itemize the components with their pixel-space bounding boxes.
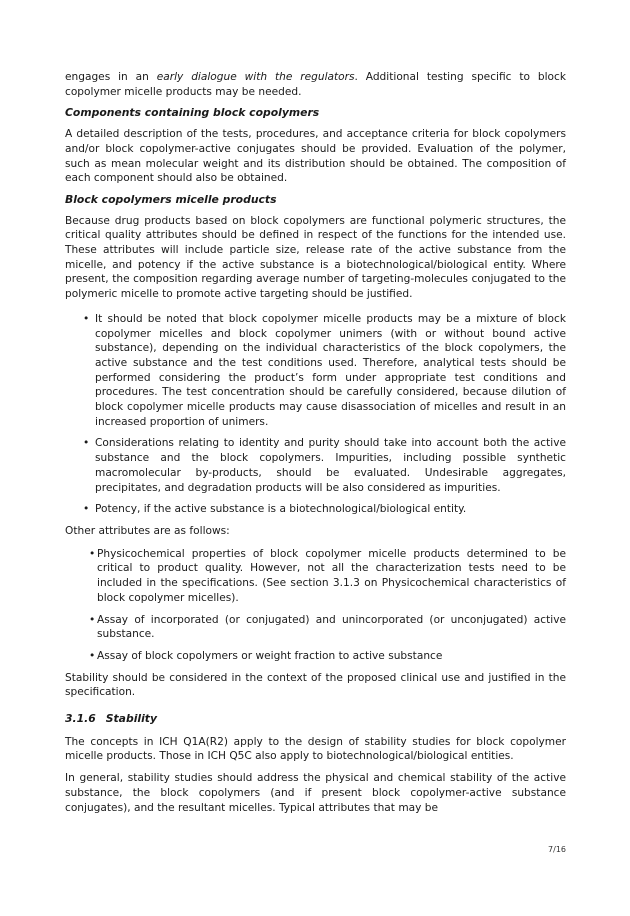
intro-emphasis: early dialogue with the regulators [156,71,355,83]
document-page [65,70,566,815]
other-attribute-bullet-list [89,547,566,664]
attribute-bullet-list [83,312,566,517]
list-item: • Considerations relating to identity and purity should take into account both the active substance and the block copolymers. Impurities, including possible synthetic macromolecular by-products, should be evaluated. Undesirable aggregates, precipitates, and degradation products will be also considered as impurities. [83,436,566,495]
stability-note: Stability should be considered in the context of the proposed clinical use and justified in the specification. [65,671,566,699]
micelle-products-paragraph: Because drug products based on block copolymers are functional polymeric structures, the critical quality attributes should be defined in respect of the functions for the intended use. These attributes will include particle size, release rate of the active substance from the micelle, and potency if the active substance is a biotechnological/biological entity. Where present, the composition regarding average number of targeting-molecules conjugated to the polymeric micelle to promote active targeting should be justified. [65,214,566,301]
list-item: • Assay of block copolymers or weight fraction to active substance [89,649,566,664]
other-attributes-intro: Other attributes are as follows: [65,524,230,537]
intro-text-2: . Additional testing specific to block copolymer micelle products may be needed. [65,71,566,98]
intro-text-1: engages in an [65,71,157,83]
section-title: Stability [105,712,158,726]
components-paragraph: A detailed description of the tests, procedures, and acceptance criteria for block copolymers and/or block copolymer-active conjugates should be provided. Evaluation of the polymer, such as mean molecular weight and its distribution should be obtained. The composition of each component should also be obtained. [65,128,566,185]
micelle-products-heading: Block copolymers micelle products [65,192,277,206]
components-heading: Components containing block copolymers [65,106,320,120]
list-item: • Potency, if the active substance is a biotechnological/biological entity. [83,502,566,517]
stability-section-heading [65,712,566,727]
page-number: 7/16 [548,845,566,854]
section-number: 3.1.6 [65,712,96,726]
list-item: • Assay of incorporated (or conjugated) and unincorporated (or unconjugated) active substance. [89,613,566,642]
list-item: • It should be noted that block copolymer micelle products may be a mixture of block copolymer micelles and block copolymer unimers (with or without bound active substance), depending on the individual characteristics of the block copolymers, the active substance and the test conditions used. Therefore, analytical tests should be performed considering the product’s form under appropriate test conditions and procedures. The test concentration should be carefully considered, because dilution of block copolymer micelle products may cause disassociation of micelles and result in an increased proportion of unimers. [83,312,566,430]
intro-paragraph [65,70,566,99]
list-item: • Physicochemical properties of block copolymer micelle products determined to be critical to product quality. However, not all the characterization tests need to be included in the specifications. (See section 3.1.3 on Physicochemical characteristics of block copolymer micelles). [89,547,566,606]
stability-paragraph-2: In general, stability studies should address the physical and chemical stability of the active substance, the block copolymers (and if present block copolymer-active substance conjugates), and the resultant micelles. Typical attributes that may be [65,772,566,814]
stability-paragraph-1: The concepts in ICH Q1A(R2) apply to the design of stability studies for block copolymer micelle products. Those in ICH Q5C also apply to biotechnological/biological entities. [65,735,566,763]
